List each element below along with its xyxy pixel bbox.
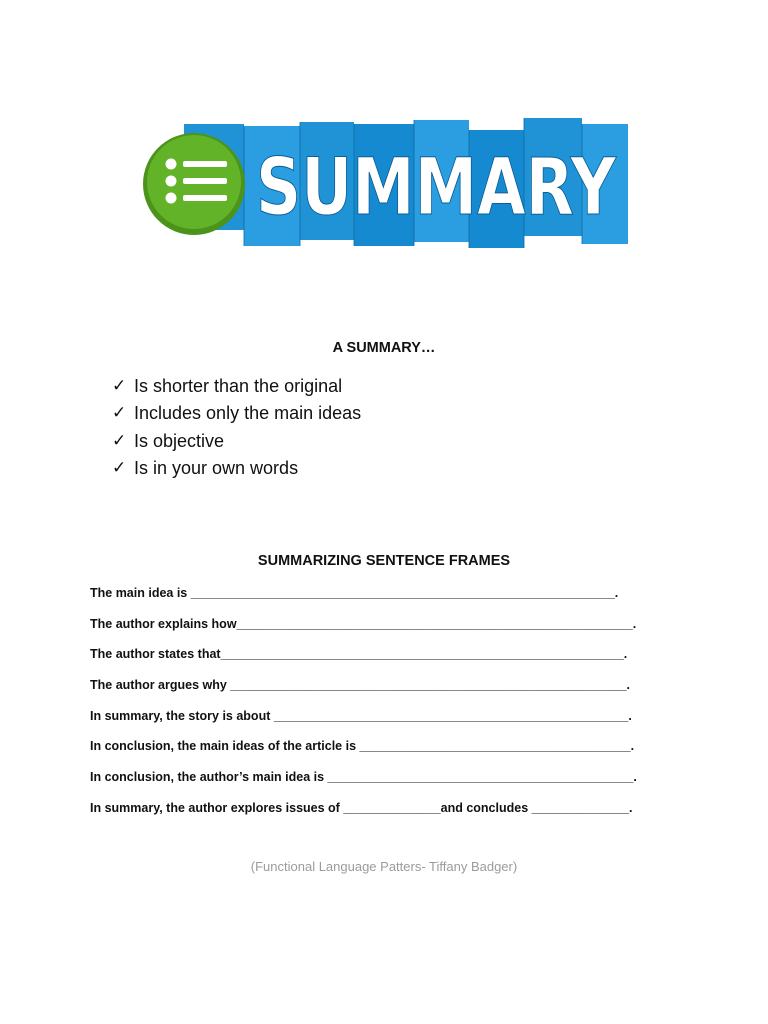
sentence-frame: The main idea is _____________________________________________________________. [90, 586, 619, 600]
check-icon: ✓ [112, 430, 127, 450]
sentence-frame: In conclusion, the main ideas of the article is _______________________________________. [90, 739, 635, 754]
checklist-item [112, 372, 361, 400]
check-icon: ✓ [112, 375, 127, 395]
checklist-item [112, 427, 361, 455]
sentence-frame: The author states that__________________________________________________________. [90, 647, 628, 662]
checklist-item-text: Is shorter than the original [134, 375, 343, 396]
summary-banner-logo [136, 112, 636, 252]
checklist-item-text: Is objective [134, 430, 225, 451]
list-icon [143, 133, 245, 235]
checklist-item-text: Includes only the main ideas [134, 403, 362, 424]
sentence-frame: The author argues why _________________________________________________________. [90, 678, 631, 693]
sentence-frame: In summary, the author explores issues of ______________and concludes ______________. [90, 800, 633, 815]
checklist-item [112, 400, 361, 428]
checklist-item [112, 455, 361, 483]
check-icon: ✓ [112, 458, 127, 478]
sentence-frame: In conclusion, the author’s main idea is ____________________________________________. [90, 770, 637, 785]
sentence-frame: The author explains how_________________________________________________________. [90, 616, 637, 631]
source-credit: (Functional Language Patters- Tiffany Badger) [250, 859, 518, 874]
sentence-frames-list [90, 584, 690, 830]
checklist-item-text: Is in your own words [134, 458, 299, 479]
logo-text: SUMMARY [256, 143, 618, 233]
sentence-frames-heading: SUMMARIZING SENTENCE FRAMES [257, 553, 511, 569]
check-icon: ✓ [112, 403, 127, 423]
summary-checklist [112, 372, 361, 482]
sentence-frame: In summary, the story is about ___________________________________________________. [90, 708, 632, 723]
summary-heading: A SUMMARY… [332, 340, 436, 356]
